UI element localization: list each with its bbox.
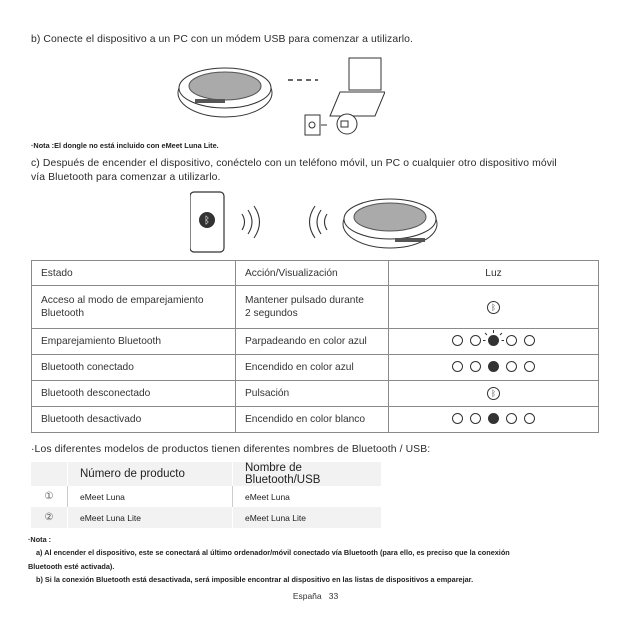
row-name: eMeet Luna — [233, 486, 382, 507]
table-row — [31, 486, 381, 507]
section-b-text: b) Conecte el dispositivo a un PC con un módem USB para comenzar a utilizarlo. — [31, 34, 414, 45]
row-estado: Acceso al modo de emparejamiento Bluetooth — [32, 286, 236, 329]
section-c-line2: vía Bluetooth para comenzar a utilizarlo. — [31, 172, 221, 183]
led-off-icon — [506, 361, 517, 372]
led-off-icon — [470, 413, 481, 424]
table-row — [32, 355, 599, 381]
led-off-icon — [470, 335, 481, 346]
speaker-laptop-illustration — [175, 50, 385, 140]
note-a-line2: Bluetooth esté activada). — [28, 562, 115, 571]
row-accion: Pulsación — [236, 381, 389, 407]
row-luz — [389, 355, 599, 381]
header-nombre: Nombre de Bluetooth/USB — [233, 462, 382, 486]
status-table — [31, 260, 599, 433]
row-product: eMeet Luna Lite — [68, 507, 233, 528]
led-off-icon — [470, 361, 481, 372]
row-name: eMeet Luna Lite — [233, 507, 382, 528]
speaker-icon — [343, 199, 437, 248]
row-estado: Bluetooth conectado — [32, 355, 236, 381]
row-luz — [389, 329, 599, 355]
phone-speaker-illustration — [190, 190, 440, 258]
row-luz — [389, 286, 599, 329]
header-producto: Número de producto — [68, 462, 233, 486]
bluetooth-button-icon: ᛒ — [487, 301, 500, 314]
row-accion: Encendido en color azul — [236, 355, 389, 381]
model-table — [31, 462, 381, 528]
section-c-line1: c) Después de encender el dispositivo, conéctelo con un teléfono móvil, un PC o cualquier otro dispositivo móvil — [31, 158, 557, 169]
row-accion: Parpadeando en color azul — [236, 329, 389, 355]
row-accion: Mantener pulsado durante 2 segundos — [236, 286, 389, 329]
led-off-icon — [452, 335, 463, 346]
note-title: ·Nota : — [28, 535, 52, 544]
led-indicators — [452, 361, 535, 372]
led-on-icon — [488, 413, 499, 424]
row-accion: Encendido en color blanco — [236, 407, 389, 433]
phone-icon — [190, 192, 224, 252]
model-table-header — [31, 462, 381, 486]
speaker-icon — [178, 68, 272, 117]
row-luz — [389, 407, 599, 433]
row-index: ② — [31, 507, 68, 528]
led-off-icon — [524, 335, 535, 346]
led-blink-icon — [488, 335, 499, 346]
note-dongle: ·Nota :El dongle no está incluido con eMeet Luna Lite. — [31, 141, 219, 150]
led-off-icon — [506, 413, 517, 424]
row-product: eMeet Luna — [68, 486, 233, 507]
header-luz: Luz — [389, 261, 599, 286]
table-row — [32, 329, 599, 355]
led-on-icon — [488, 361, 499, 372]
table-row — [32, 381, 599, 407]
row-index: ① — [44, 491, 54, 502]
bluetooth-button-icon: ᛒ — [487, 387, 500, 400]
note-a-line1: a) Al encender el dispositivo, este se conectará al último ordenador/móvil conectado vía Bluetooth (para ello, es preciso que la conexión — [36, 548, 510, 557]
led-off-icon — [524, 361, 535, 372]
models-intro: ·Los diferentes modelos de productos tienen diferentes nombres de Bluetooth / USB: — [31, 444, 431, 455]
row-estado: Bluetooth desactivado — [32, 407, 236, 433]
table-row — [32, 407, 599, 433]
led-off-icon — [452, 413, 463, 424]
led-off-icon — [506, 335, 517, 346]
header-accion: Acción/Visualización — [236, 261, 389, 286]
page-footer: España 33 — [292, 591, 339, 601]
status-table-header — [32, 261, 599, 286]
row-estado: Emparejamiento Bluetooth — [32, 329, 236, 355]
signal-waves-icon — [242, 206, 327, 238]
header-estado: Estado — [32, 261, 236, 286]
row-luz — [389, 381, 599, 407]
row-estado: Bluetooth desconectado — [32, 381, 236, 407]
table-row — [31, 507, 381, 528]
led-off-icon — [524, 413, 535, 424]
led-indicators — [452, 335, 535, 346]
led-indicators — [452, 413, 535, 424]
led-off-icon — [452, 361, 463, 372]
laptop-icon — [330, 58, 385, 134]
usb-dongle-icon — [305, 115, 327, 135]
note-b: b) Si la conexión Bluetooth está desactivada, será imposible encontrar al dispositivo en las listas de dispositivos a emparejar. — [36, 575, 474, 584]
table-row — [32, 286, 599, 329]
svg-text:ᛒ: ᛒ — [204, 215, 210, 227]
